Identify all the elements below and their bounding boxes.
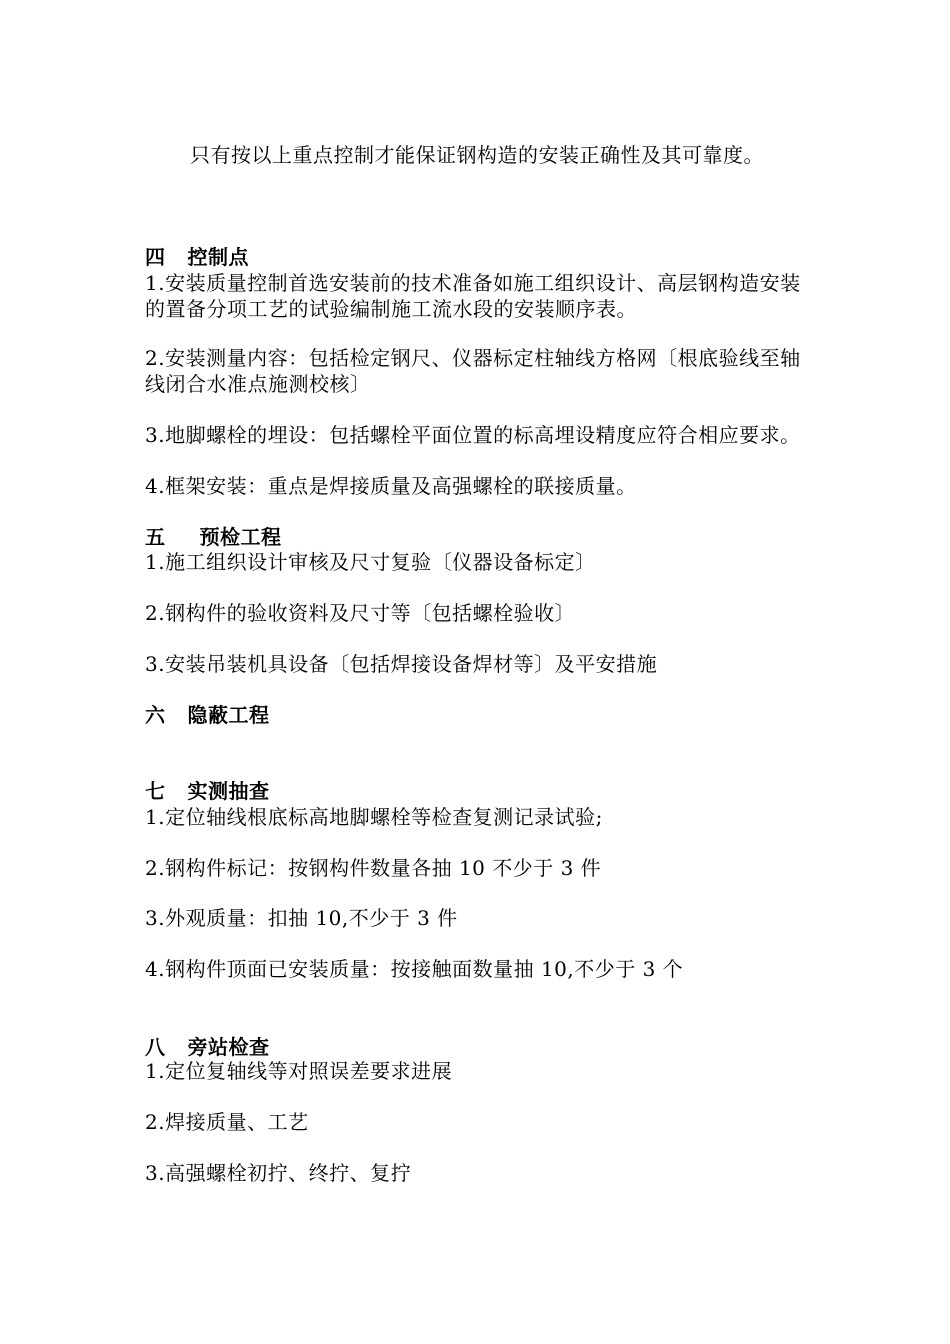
section-number: 六 [145,703,166,727]
paragraph-line: 4.框架安装：重点是焊接质量及高强螺栓的联接质量。 [145,474,637,498]
paragraph-line: 1.定位轴线根底标高地脚螺栓等检查复测记录试验; [145,805,603,829]
paragraph-line: 的置备分项工艺的试验编制施工流水段的安装顺序表。 [145,297,637,321]
section-number: 八 [145,1035,166,1059]
section-title: 旁站检查 [187,1035,270,1059]
section-title: 隐蔽工程 [187,703,270,727]
paragraph-line: 线闭合水准点施测校核〕 [145,372,371,396]
section-number: 四 [145,245,166,269]
paragraph-line: 4.钢构件顶面已安装质量：按接触面数量抽 10,不少于 3 个 [145,957,684,981]
section-number: 七 [145,779,166,803]
paragraph-line: 1.定位复轴线等对照误差要求进展 [145,1059,453,1083]
paragraph-line: 2.钢构件的验收资料及尺寸等〔包括螺栓验收〕 [145,601,576,625]
paragraph-line: 3.高强螺栓初拧、终拧、复拧 [145,1161,412,1185]
section-heading-spot-check [145,779,270,803]
section-title: 控制点 [187,245,249,269]
section-heading-pre-inspection [145,525,282,549]
paragraph-line: 3.地脚螺栓的埋设：包括螺栓平面位置的标高埋设精度应符合相应要求。 [145,423,801,447]
paragraph-line: 2.焊接质量、工艺 [145,1110,309,1134]
paragraph-line: 1.安装质量控制首选安装前的技术准备如施工组织设计、高层钢构造安装 [145,271,801,295]
paragraph-line: 2.安装测量内容：包括检定钢尺、仪器标定柱轴线方格网〔根底验线至轴 [145,346,801,370]
intro-paragraph: 只有按以上重点控制才能保证钢构造的安装正确性及其可靠度。 [190,143,764,167]
paragraph-line: 1.施工组织设计审核及尺寸复验〔仪器设备标定〕 [145,550,596,574]
section-number: 五 [145,525,166,549]
paragraph-line: 3.外观质量：扣抽 10,不少于 3 件 [145,906,458,930]
section-title: 实测抽查 [187,779,270,803]
paragraph-line: 2.钢构件标记：按钢构件数量各抽 10 不少于 3 件 [145,856,602,880]
section-heading-concealed-works [145,703,270,727]
section-title: 预检工程 [199,525,282,549]
section-heading-control-points [145,245,249,269]
section-heading-supervision [145,1035,270,1059]
paragraph-line: 3.安装吊装机具设备〔包括焊接设备焊材等〕及平安措施 [145,652,658,676]
